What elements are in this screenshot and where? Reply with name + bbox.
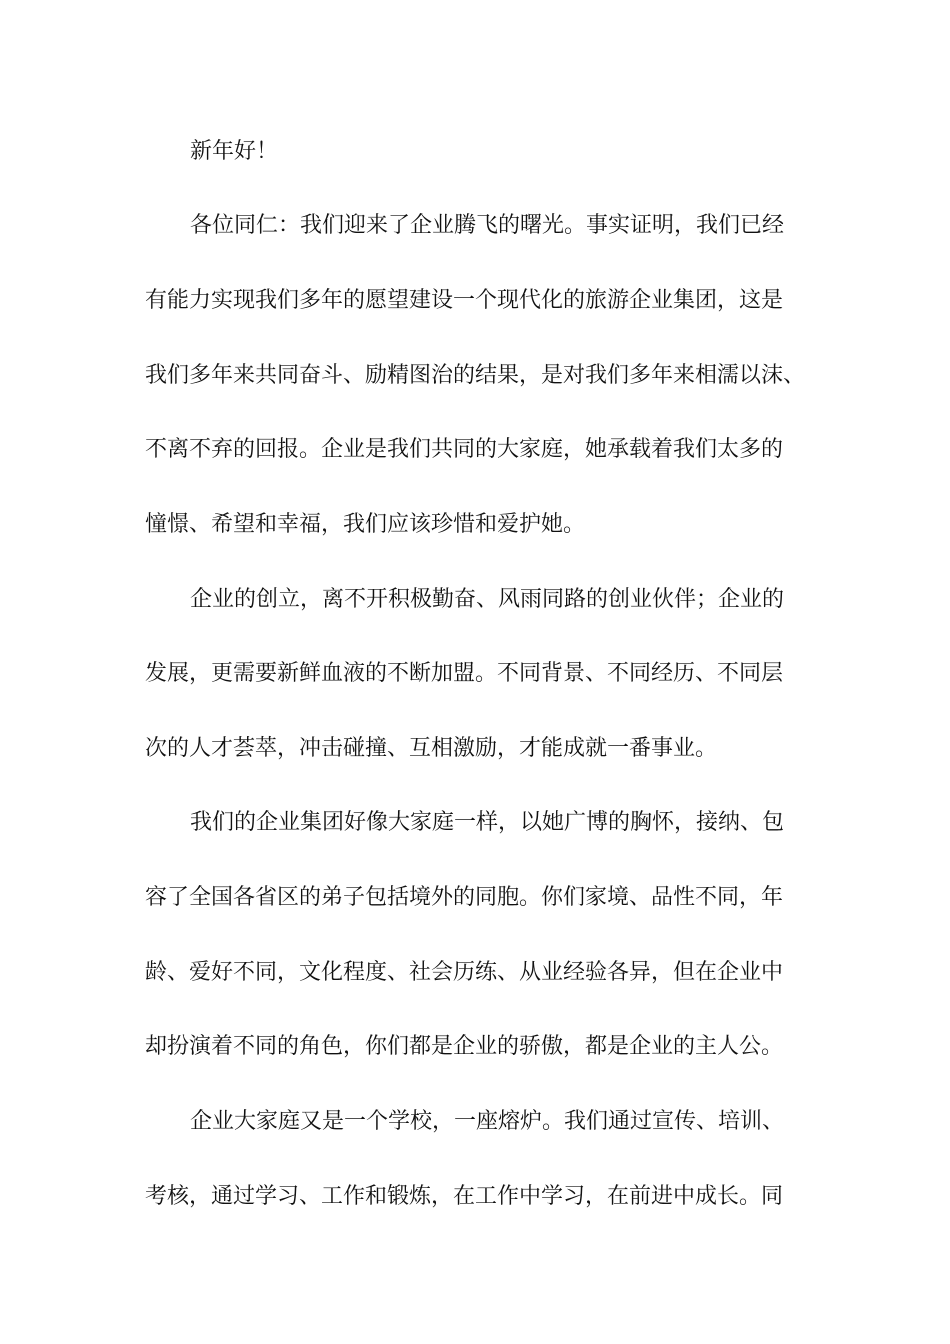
paragraph-1-line-1: 各位同仁：我们迎来了企业腾飞的曙光。事实证明，我们已经 — [190, 213, 785, 238]
paragraph-3-line-3: 龄、爱好不同，文化程度、社会历练、从业经验各异，但在企业中 — [145, 960, 784, 985]
paragraph-2-line-2: 发展，更需要新鲜血液的不断加盟。不同背景、不同经历、不同层 — [145, 661, 784, 686]
paragraph-2-line-3: 次的人才荟萃，冲击碰撞、互相激励，才能成就一番事业。 — [145, 736, 718, 761]
paragraph-1-line-3: 我们多年来共同奋斗、励精图治的结果，是对我们多年来相濡以沫、 — [145, 363, 806, 388]
paragraph-3-line-1: 我们的企业集团好像大家庭一样，以她广博的胸怀，接纳、包 — [190, 810, 785, 835]
paragraph-1-line-4: 不离不弃的回报。企业是我们共同的大家庭，她承载着我们太多的 — [145, 437, 784, 462]
paragraph-1-line-5: 憧憬、希望和幸福，我们应该珍惜和爱护她。 — [145, 512, 586, 537]
paragraph-3-line-4: 却扮演着不同的角色，你们都是企业的骄傲，都是企业的主人公。 — [145, 1034, 784, 1059]
greeting-line: 新年好！ — [190, 139, 279, 164]
paragraph-4-line-1: 企业大家庭又是一个学校，一座熔炉。我们通过宣传、培训、 — [190, 1109, 785, 1134]
paragraph-3-line-2: 容了全国各省区的弟子包括境外的同胞。你们家境、品性不同，年 — [145, 885, 784, 910]
paragraph-4-line-2: 考核，通过学习、工作和锻炼，在工作中学习，在前进中成长。同 — [145, 1184, 784, 1209]
paragraph-2-line-1: 企业的创立，离不开积极勤奋、风雨同路的创业伙伴；企业的 — [190, 587, 785, 612]
paragraph-1-line-2: 有能力实现我们多年的愿望建设一个现代化的旅游企业集团，这是 — [145, 288, 784, 313]
